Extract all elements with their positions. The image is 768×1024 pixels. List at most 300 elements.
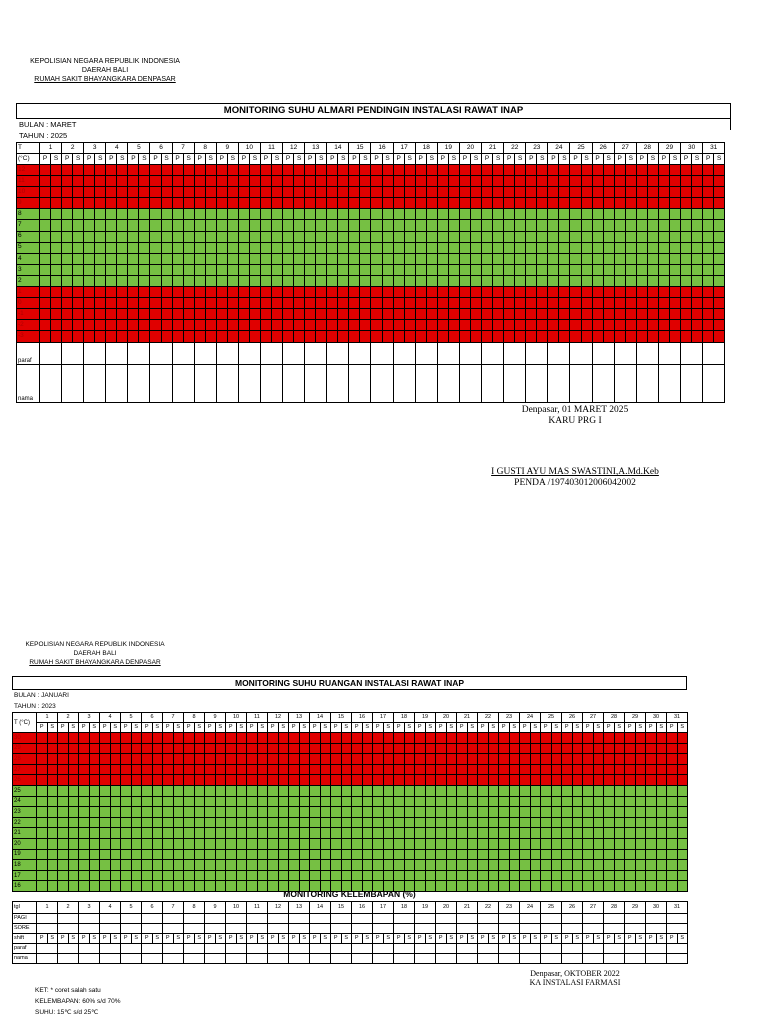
temp-cell[interactable] <box>371 287 382 298</box>
temp-cell[interactable] <box>482 220 493 231</box>
temp-cell[interactable] <box>692 187 703 198</box>
temp-cell[interactable] <box>247 754 258 765</box>
nama-cell[interactable] <box>373 954 394 964</box>
temp-cell[interactable] <box>316 242 327 253</box>
temp-cell[interactable] <box>373 733 384 744</box>
temp-cell[interactable] <box>614 764 625 775</box>
temp-cell[interactable] <box>95 165 106 176</box>
temp-cell[interactable] <box>614 198 625 209</box>
temp-cell[interactable] <box>604 860 615 871</box>
nama-cell[interactable] <box>58 954 79 964</box>
paraf-cell[interactable] <box>520 944 541 954</box>
temp-cell[interactable] <box>636 209 647 220</box>
temp-cell[interactable] <box>436 743 447 754</box>
temp-cell[interactable] <box>583 849 594 860</box>
temp-cell[interactable] <box>289 828 300 839</box>
temp-cell[interactable] <box>310 849 321 860</box>
temp-cell[interactable] <box>79 785 90 796</box>
temp-cell[interactable] <box>150 275 161 286</box>
humidity-cell[interactable] <box>226 924 247 934</box>
temp-cell[interactable] <box>393 287 404 298</box>
temp-cell[interactable] <box>681 198 692 209</box>
temp-cell[interactable] <box>581 165 592 176</box>
temp-cell[interactable] <box>184 785 195 796</box>
temp-cell[interactable] <box>541 817 552 828</box>
temp-cell[interactable] <box>415 733 426 744</box>
temp-cell[interactable] <box>173 817 184 828</box>
temp-cell[interactable] <box>603 287 614 298</box>
temp-cell[interactable] <box>656 860 667 871</box>
humidity-cell[interactable] <box>289 924 310 934</box>
temp-cell[interactable] <box>382 275 393 286</box>
temp-cell[interactable] <box>362 817 373 828</box>
temp-cell[interactable] <box>404 287 415 298</box>
temp-cell[interactable] <box>216 176 227 187</box>
temp-cell[interactable] <box>289 743 300 754</box>
paraf-cell[interactable] <box>327 342 349 364</box>
temp-cell[interactable] <box>305 209 316 220</box>
temp-cell[interactable] <box>415 807 426 818</box>
temp-cell[interactable] <box>360 187 371 198</box>
temp-cell[interactable] <box>493 287 504 298</box>
temp-cell[interactable] <box>681 220 692 231</box>
temp-cell[interactable] <box>570 298 581 309</box>
temp-cell[interactable] <box>272 242 283 253</box>
temp-cell[interactable] <box>294 187 305 198</box>
temp-cell[interactable] <box>310 838 321 849</box>
temp-cell[interactable] <box>551 849 562 860</box>
temp-cell[interactable] <box>268 775 279 786</box>
humidity-cell[interactable] <box>37 914 58 924</box>
paraf-cell[interactable] <box>289 944 310 954</box>
humidity-cell[interactable] <box>457 914 478 924</box>
temp-cell[interactable] <box>316 198 327 209</box>
humidity-cell[interactable] <box>310 924 331 934</box>
temp-cell[interactable] <box>467 817 478 828</box>
temp-cell[interactable] <box>257 870 268 881</box>
temp-cell[interactable] <box>393 187 404 198</box>
temp-cell[interactable] <box>131 754 142 765</box>
temp-cell[interactable] <box>40 309 51 320</box>
temp-cell[interactable] <box>677 860 688 871</box>
temp-cell[interactable] <box>604 775 615 786</box>
humidity-cell[interactable] <box>268 914 289 924</box>
temp-cell[interactable] <box>493 231 504 242</box>
temp-cell[interactable] <box>625 764 636 775</box>
temp-cell[interactable] <box>457 785 468 796</box>
temp-cell[interactable] <box>352 838 363 849</box>
temp-cell[interactable] <box>40 209 51 220</box>
temp-cell[interactable] <box>625 743 636 754</box>
temp-cell[interactable] <box>205 298 216 309</box>
paraf-cell[interactable] <box>562 944 583 954</box>
paraf-cell[interactable] <box>62 342 84 364</box>
temp-cell[interactable] <box>383 775 394 786</box>
temp-cell[interactable] <box>331 796 342 807</box>
temp-cell[interactable] <box>40 165 51 176</box>
temp-cell[interactable] <box>62 287 73 298</box>
temp-cell[interactable] <box>658 220 669 231</box>
temp-cell[interactable] <box>658 187 669 198</box>
temp-cell[interactable] <box>551 785 562 796</box>
temp-cell[interactable] <box>504 231 515 242</box>
temp-cell[interactable] <box>394 785 405 796</box>
temp-cell[interactable] <box>541 807 552 818</box>
temp-cell[interactable] <box>530 849 541 860</box>
temp-cell[interactable] <box>172 309 183 320</box>
temp-cell[interactable] <box>415 309 426 320</box>
temp-cell[interactable] <box>106 242 117 253</box>
temp-cell[interactable] <box>268 743 279 754</box>
temp-cell[interactable] <box>551 838 562 849</box>
temp-cell[interactable] <box>415 253 426 264</box>
temp-cell[interactable] <box>184 764 195 775</box>
temp-cell[interactable] <box>625 796 636 807</box>
temp-cell[interactable] <box>205 870 216 881</box>
temp-cell[interactable] <box>226 775 237 786</box>
paraf-cell[interactable] <box>216 342 238 364</box>
temp-cell[interactable] <box>371 176 382 187</box>
temp-cell[interactable] <box>194 796 205 807</box>
temp-cell[interactable] <box>714 187 725 198</box>
temp-cell[interactable] <box>299 817 310 828</box>
temp-cell[interactable] <box>73 331 84 342</box>
temp-cell[interactable] <box>382 187 393 198</box>
temp-cell[interactable] <box>548 176 559 187</box>
temp-cell[interactable] <box>478 733 489 744</box>
temp-cell[interactable] <box>173 743 184 754</box>
temp-cell[interactable] <box>515 264 526 275</box>
temp-cell[interactable] <box>40 187 51 198</box>
temp-cell[interactable] <box>457 849 468 860</box>
temp-cell[interactable] <box>268 828 279 839</box>
temp-cell[interactable] <box>667 754 678 765</box>
temp-cell[interactable] <box>226 754 237 765</box>
paraf-cell[interactable] <box>371 342 393 364</box>
temp-cell[interactable] <box>488 849 499 860</box>
temp-cell[interactable] <box>482 275 493 286</box>
temp-cell[interactable] <box>515 220 526 231</box>
paraf-cell[interactable] <box>570 342 592 364</box>
temp-cell[interactable] <box>316 209 327 220</box>
temp-cell[interactable] <box>349 220 360 231</box>
temp-cell[interactable] <box>404 796 415 807</box>
temp-cell[interactable] <box>205 320 216 331</box>
temp-cell[interactable] <box>172 253 183 264</box>
temp-cell[interactable] <box>205 198 216 209</box>
temp-cell[interactable] <box>581 275 592 286</box>
temp-cell[interactable] <box>570 331 581 342</box>
temp-cell[interactable] <box>227 220 238 231</box>
nama-cell[interactable] <box>349 364 371 402</box>
temp-cell[interactable] <box>89 828 100 839</box>
temp-cell[interactable] <box>216 231 227 242</box>
temp-cell[interactable] <box>152 838 163 849</box>
temp-cell[interactable] <box>152 754 163 765</box>
nama-cell[interactable] <box>548 364 570 402</box>
temp-cell[interactable] <box>95 264 106 275</box>
temp-cell[interactable] <box>327 220 338 231</box>
temp-cell[interactable] <box>581 242 592 253</box>
humidity-cell[interactable] <box>142 924 163 934</box>
temp-cell[interactable] <box>446 807 457 818</box>
temp-cell[interactable] <box>106 264 117 275</box>
temp-cell[interactable] <box>636 309 647 320</box>
temp-cell[interactable] <box>257 849 268 860</box>
temp-cell[interactable] <box>95 298 106 309</box>
temp-cell[interactable] <box>205 231 216 242</box>
temp-cell[interactable] <box>393 220 404 231</box>
temp-cell[interactable] <box>338 220 349 231</box>
temp-cell[interactable] <box>110 849 121 860</box>
temp-cell[interactable] <box>47 764 58 775</box>
temp-cell[interactable] <box>714 331 725 342</box>
temp-cell[interactable] <box>526 176 537 187</box>
temp-cell[interactable] <box>625 165 636 176</box>
temp-cell[interactable] <box>95 287 106 298</box>
temp-cell[interactable] <box>194 807 205 818</box>
humidity-cell[interactable] <box>79 924 100 934</box>
temp-cell[interactable] <box>216 331 227 342</box>
temp-cell[interactable] <box>581 231 592 242</box>
temp-cell[interactable] <box>437 331 448 342</box>
temp-cell[interactable] <box>404 870 415 881</box>
temp-cell[interactable] <box>551 754 562 765</box>
temp-cell[interactable] <box>548 287 559 298</box>
temp-cell[interactable] <box>79 838 90 849</box>
temp-cell[interactable] <box>548 309 559 320</box>
temp-cell[interactable] <box>73 287 84 298</box>
temp-cell[interactable] <box>625 220 636 231</box>
temp-cell[interactable] <box>62 176 73 187</box>
temp-cell[interactable] <box>184 733 195 744</box>
temp-cell[interactable] <box>493 264 504 275</box>
temp-cell[interactable] <box>570 264 581 275</box>
temp-cell[interactable] <box>658 275 669 286</box>
temp-cell[interactable] <box>89 860 100 871</box>
temp-cell[interactable] <box>604 817 615 828</box>
temp-cell[interactable] <box>238 242 249 253</box>
temp-cell[interactable] <box>84 209 95 220</box>
temp-cell[interactable] <box>360 165 371 176</box>
temp-cell[interactable] <box>100 828 111 839</box>
temp-cell[interactable] <box>437 275 448 286</box>
temp-cell[interactable] <box>425 817 436 828</box>
temp-cell[interactable] <box>470 165 481 176</box>
temp-cell[interactable] <box>415 165 426 176</box>
temp-cell[interactable] <box>100 817 111 828</box>
temp-cell[interactable] <box>95 176 106 187</box>
temp-cell[interactable] <box>62 187 73 198</box>
temp-cell[interactable] <box>37 807 48 818</box>
temp-cell[interactable] <box>572 838 583 849</box>
humidity-cell[interactable] <box>373 914 394 924</box>
temp-cell[interactable] <box>373 817 384 828</box>
temp-cell[interactable] <box>289 849 300 860</box>
temp-cell[interactable] <box>205 838 216 849</box>
temp-cell[interactable] <box>47 860 58 871</box>
temp-cell[interactable] <box>681 298 692 309</box>
temp-cell[interactable] <box>194 733 205 744</box>
temp-cell[interactable] <box>478 870 489 881</box>
temp-cell[interactable] <box>152 817 163 828</box>
temp-cell[interactable] <box>310 807 321 818</box>
nama-cell[interactable] <box>226 954 247 964</box>
temp-cell[interactable] <box>73 220 84 231</box>
temp-cell[interactable] <box>84 165 95 176</box>
temp-cell[interactable] <box>338 231 349 242</box>
temp-cell[interactable] <box>205 220 216 231</box>
temp-cell[interactable] <box>338 187 349 198</box>
humidity-cell[interactable] <box>499 924 520 934</box>
temp-cell[interactable] <box>526 198 537 209</box>
temp-cell[interactable] <box>58 785 69 796</box>
humidity-cell[interactable] <box>583 924 604 934</box>
nama-cell[interactable] <box>268 954 289 964</box>
temp-cell[interactable] <box>647 209 658 220</box>
temp-cell[interactable] <box>110 796 121 807</box>
temp-cell[interactable] <box>47 733 58 744</box>
temp-cell[interactable] <box>161 298 172 309</box>
temp-cell[interactable] <box>150 298 161 309</box>
temp-cell[interactable] <box>194 209 205 220</box>
temp-cell[interactable] <box>236 743 247 754</box>
temp-cell[interactable] <box>425 733 436 744</box>
temp-cell[interactable] <box>260 298 271 309</box>
temp-cell[interactable] <box>478 849 489 860</box>
temp-cell[interactable] <box>227 231 238 242</box>
temp-cell[interactable] <box>249 331 260 342</box>
temp-cell[interactable] <box>62 253 73 264</box>
temp-cell[interactable] <box>467 733 478 744</box>
temp-cell[interactable] <box>331 785 342 796</box>
temp-cell[interactable] <box>257 838 268 849</box>
temp-cell[interactable] <box>194 743 205 754</box>
temp-cell[interactable] <box>121 870 132 881</box>
paraf-cell[interactable] <box>172 342 194 364</box>
temp-cell[interactable] <box>283 309 294 320</box>
temp-cell[interactable] <box>299 796 310 807</box>
temp-cell[interactable] <box>426 198 437 209</box>
temp-cell[interactable] <box>37 764 48 775</box>
temp-cell[interactable] <box>183 231 194 242</box>
temp-cell[interactable] <box>393 264 404 275</box>
temp-cell[interactable] <box>415 209 426 220</box>
temp-cell[interactable] <box>415 242 426 253</box>
paraf-cell[interactable] <box>40 342 62 364</box>
temp-cell[interactable] <box>183 198 194 209</box>
temp-cell[interactable] <box>139 320 150 331</box>
temp-cell[interactable] <box>404 187 415 198</box>
temp-cell[interactable] <box>383 743 394 754</box>
temp-cell[interactable] <box>658 287 669 298</box>
temp-cell[interactable] <box>139 231 150 242</box>
temp-cell[interactable] <box>646 838 657 849</box>
temp-cell[interactable] <box>289 733 300 744</box>
temp-cell[interactable] <box>635 733 646 744</box>
temp-cell[interactable] <box>117 231 128 242</box>
temp-cell[interactable] <box>478 817 489 828</box>
nama-cell[interactable] <box>583 954 604 964</box>
temp-cell[interactable] <box>338 165 349 176</box>
temp-cell[interactable] <box>84 198 95 209</box>
temp-cell[interactable] <box>362 828 373 839</box>
temp-cell[interactable] <box>488 754 499 765</box>
temp-cell[interactable] <box>493 209 504 220</box>
temp-cell[interactable] <box>394 870 405 881</box>
temp-cell[interactable] <box>327 198 338 209</box>
temp-cell[interactable] <box>40 231 51 242</box>
temp-cell[interactable] <box>488 764 499 775</box>
temp-cell[interactable] <box>415 849 426 860</box>
temp-cell[interactable] <box>681 165 692 176</box>
temp-cell[interactable] <box>117 309 128 320</box>
temp-cell[interactable] <box>635 785 646 796</box>
temp-cell[interactable] <box>383 807 394 818</box>
temp-cell[interactable] <box>338 298 349 309</box>
temp-cell[interactable] <box>448 198 459 209</box>
temp-cell[interactable] <box>692 165 703 176</box>
temp-cell[interactable] <box>260 165 271 176</box>
temp-cell[interactable] <box>236 775 247 786</box>
temp-cell[interactable] <box>227 264 238 275</box>
temp-cell[interactable] <box>331 764 342 775</box>
temp-cell[interactable] <box>68 828 79 839</box>
temp-cell[interactable] <box>362 775 373 786</box>
temp-cell[interactable] <box>656 849 667 860</box>
temp-cell[interactable] <box>572 870 583 881</box>
temp-cell[interactable] <box>338 264 349 275</box>
temp-cell[interactable] <box>603 242 614 253</box>
temp-cell[interactable] <box>559 275 570 286</box>
temp-cell[interactable] <box>341 807 352 818</box>
temp-cell[interactable] <box>226 838 237 849</box>
temp-cell[interactable] <box>504 220 515 231</box>
temp-cell[interactable] <box>647 298 658 309</box>
temp-cell[interactable] <box>714 231 725 242</box>
paraf-cell[interactable] <box>163 944 184 954</box>
temp-cell[interactable] <box>40 198 51 209</box>
temp-cell[interactable] <box>515 165 526 176</box>
humidity-cell[interactable] <box>226 914 247 924</box>
temp-cell[interactable] <box>625 253 636 264</box>
temp-cell[interactable] <box>530 817 541 828</box>
temp-cell[interactable] <box>530 785 541 796</box>
humidity-cell[interactable] <box>100 914 121 924</box>
temp-cell[interactable] <box>236 860 247 871</box>
temp-cell[interactable] <box>371 320 382 331</box>
temp-cell[interactable] <box>437 165 448 176</box>
temp-cell[interactable] <box>131 817 142 828</box>
temp-cell[interactable] <box>320 796 331 807</box>
temp-cell[interactable] <box>216 287 227 298</box>
temp-cell[interactable] <box>415 743 426 754</box>
temp-cell[interactable] <box>488 743 499 754</box>
temp-cell[interactable] <box>467 849 478 860</box>
temp-cell[interactable] <box>172 287 183 298</box>
humidity-cell[interactable] <box>667 914 688 924</box>
temp-cell[interactable] <box>559 320 570 331</box>
temp-cell[interactable] <box>226 860 237 871</box>
temp-cell[interactable] <box>493 242 504 253</box>
paraf-cell[interactable] <box>260 342 282 364</box>
temp-cell[interactable] <box>467 838 478 849</box>
temp-cell[interactable] <box>73 165 84 176</box>
temp-cell[interactable] <box>161 242 172 253</box>
temp-cell[interactable] <box>677 733 688 744</box>
temp-cell[interactable] <box>247 764 258 775</box>
temp-cell[interactable] <box>172 275 183 286</box>
